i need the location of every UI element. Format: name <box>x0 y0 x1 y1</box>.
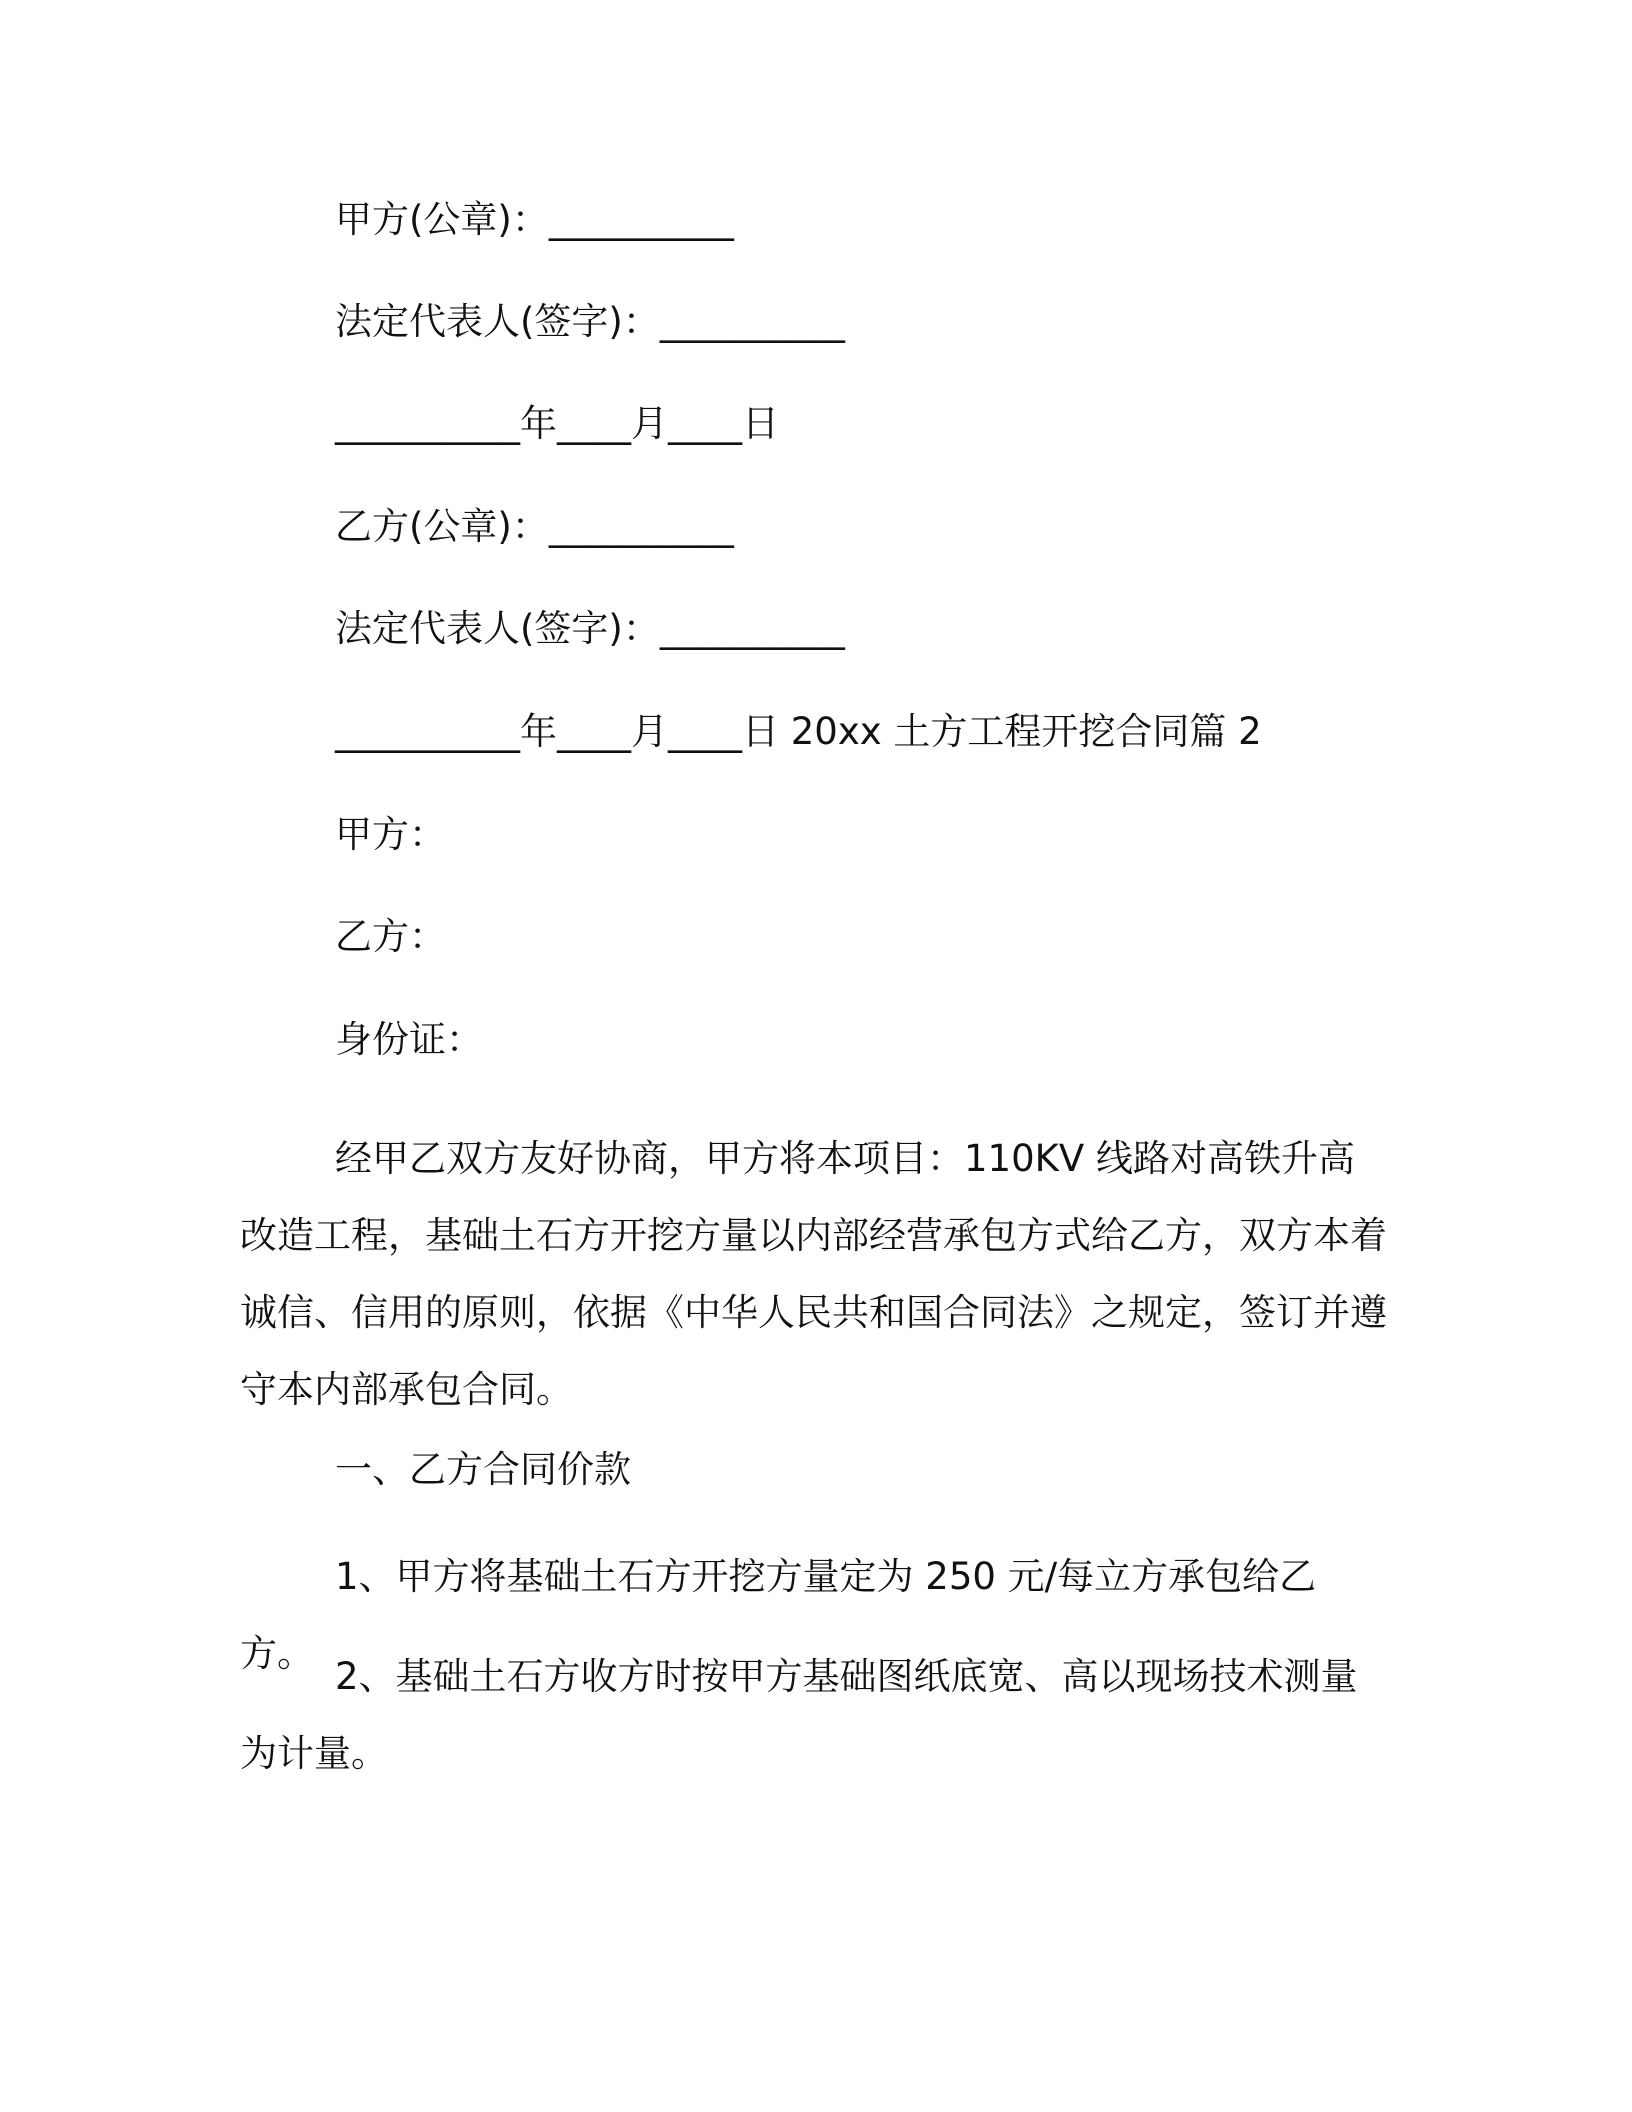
party-b-seal-line: 乙方(公章)：__________ <box>335 505 734 548</box>
section-1-item-1: 1、甲方将基础土石方开挖方量定为 250 元/每立方承包给乙方。 <box>240 1555 1317 1675</box>
section-1-item-2: 2、基础土石方收方时按甲方基础图纸底宽、高以现场技术测量为计量。 <box>240 1655 1358 1775</box>
party-a-date-line: __________年____月____日 <box>335 402 779 445</box>
id-card-label: 身份证： <box>335 1018 483 1061</box>
intro-paragraph-text: 经甲乙双方友好协商，甲方将本项目：110KV 线路对高铁升高改造工程，基础土石方开挖方量以内部经营承包方式给乙方，双方本着诚信、信用的原则，依据《中华人民共和国合同法》之规定，签订并遵守本内部承包合同。 <box>240 1137 1387 1411</box>
party-a-representative-line: 法定代表人(签字)：__________ <box>335 300 845 343</box>
intro-paragraph <box>240 1120 1390 1428</box>
party-a-seal-line: 甲方(公章)：__________ <box>335 198 734 241</box>
party-b-representative-line: 法定代表人(签字)：__________ <box>335 607 845 650</box>
party-a-label: 甲方： <box>335 813 446 856</box>
party-b-label: 乙方： <box>335 915 446 958</box>
party-b-date-and-contract-title: __________年____月____日 20xx 土方工程开挖合同篇 2 <box>335 710 1262 753</box>
section-1-heading: 一、乙方合同价款 <box>335 1448 631 1491</box>
